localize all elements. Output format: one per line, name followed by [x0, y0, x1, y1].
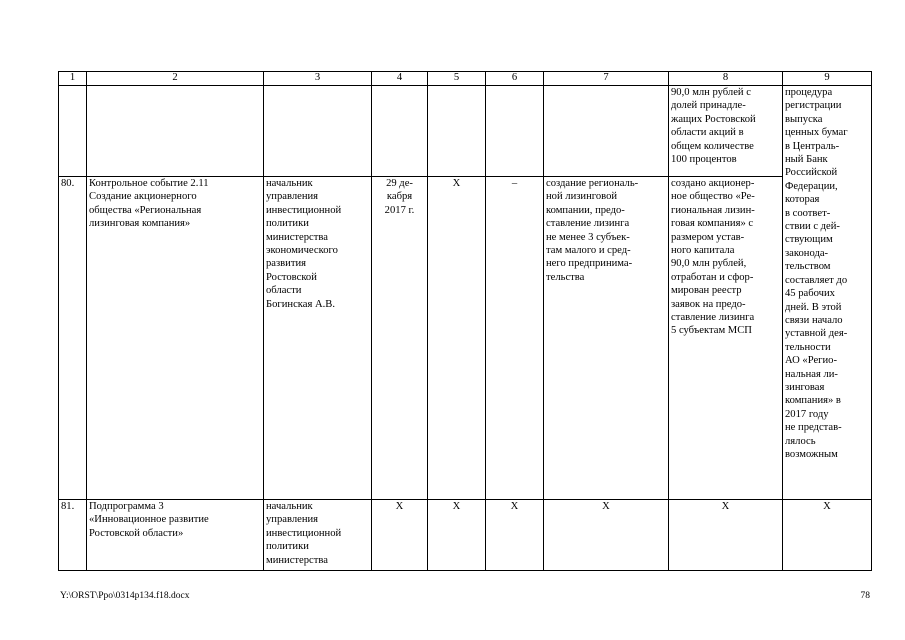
cell-name [87, 86, 264, 177]
cell-col6: – [486, 177, 544, 500]
cell-col6: Х [486, 500, 544, 571]
column-number: 7 [544, 72, 669, 86]
cell-actual: 90,0 млн рублей с долей принадле- жащих Ростовской области акций в общем количестве 100 процентов [669, 86, 783, 177]
column-number: 1 [59, 72, 87, 86]
column-number: 4 [372, 72, 428, 86]
cell-name: Контрольное событие 2.11 Создание акционерного общества «Региональная лизинговая компания» [87, 177, 264, 500]
column-number: 8 [669, 72, 783, 86]
cell-number: 81. [59, 500, 87, 571]
cell-planned: создание региональ- ной лизинговой компании, предо- ставление лизинга не менее 3 субъек- там малого и сред- него предпринима- тельства [544, 177, 669, 500]
cell-planned: Х [544, 500, 669, 571]
column-number: 2 [87, 72, 264, 86]
cell-date: Х [372, 500, 428, 571]
cell-reason: Х [783, 500, 872, 571]
cell-col5 [428, 86, 486, 177]
column-number: 3 [264, 72, 372, 86]
cell-reason: процедура регистрации выпуска ценных бумаг в Централь- ный Банк Российской Федерации, которая в соответ- ствии с дей- ствующим законода- тельством составляет до 45 рабочих дней. В этой связи начало уставной дея- тельности АО «Регио- нальная ли- зинговая компания» в 2017 году не представ- лялось возможным [783, 86, 872, 500]
footer-file-path: Y:\ORST\Ppo\0314p134.f18.docx [60, 591, 190, 601]
cell-col5: Х [428, 177, 486, 500]
cell-responsible: начальник управления инвестиционной политики министерства [264, 500, 372, 571]
cell-col5: Х [428, 500, 486, 571]
cell-date [372, 86, 428, 177]
cell-number [59, 86, 87, 177]
cell-actual: Х [669, 500, 783, 571]
column-number: 9 [783, 72, 872, 86]
cell-name: Подпрограмма 3 «Инновационное развитие Ростовской области» [87, 500, 264, 571]
report-table [58, 71, 872, 571]
column-number-row [59, 72, 872, 86]
cell-number: 80. [59, 177, 87, 500]
cell-date: 29 де- кабря 2017 г. [372, 177, 428, 500]
table-row-80 [59, 177, 872, 500]
cell-col6 [486, 86, 544, 177]
cell-responsible [264, 86, 372, 177]
table-row-continuation [59, 86, 872, 177]
footer-page-number: 78 [860, 591, 870, 601]
cell-responsible: начальник управления инвестиционной политики министерства экономического развития Ростовской области Богинская А.В. [264, 177, 372, 500]
table-row-81 [59, 500, 872, 571]
cell-actual: создано акционер- ное общество «Ре- гиональная лизин- говая компания» с размером устав- ного капитала 90,0 млн рублей, отработан и сфор- мирован реестр заявок на предо- ставление лизинга 5 субъектам МСП [669, 177, 783, 500]
cell-planned [544, 86, 669, 177]
column-number: 5 [428, 72, 486, 86]
column-number: 6 [486, 72, 544, 86]
